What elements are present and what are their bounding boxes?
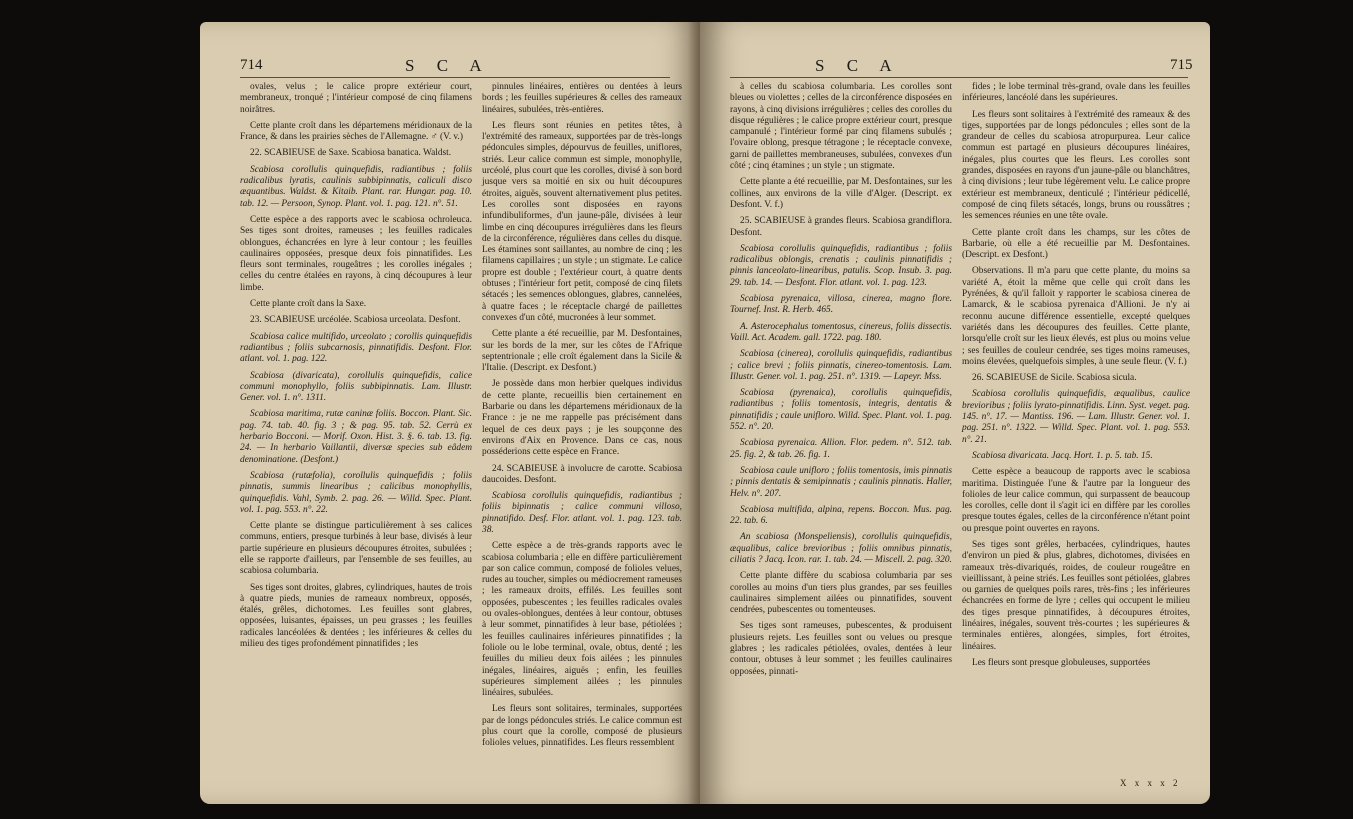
paragraph: 24. SCABIEUSE à involucre de carotte. Scabiosa daucoides. Desfont. <box>482 463 682 485</box>
paragraph: pinnules linéaires, entières ou dentées à leurs bords ; les feuilles supérieures & celles des rameaux linéaires, subulées, très-entières. <box>482 82 682 115</box>
right-header-rule <box>730 77 1188 78</box>
paragraph: fides ; le lobe terminal très-grand, ovale dans les feuilles inférieures, lancéolé dans les supérieures. <box>962 82 1190 104</box>
paragraph: Scabiosa multifida, alpina, repens. Boccon. Mus. pag. 22. tab. 6. <box>730 504 952 527</box>
left-page <box>200 22 700 804</box>
paragraph: Observations. Il m'a paru que cette plante, du moins sa variété A, étoit la même que celle qui croît dans les Pyrénées, & qu'il falloit y rapporter le scabiosa cinerea de Lamarck, & le scabiosa pyrenaica d'Allioni. Je n'y ai reconnu aucune différence essentielle, excepté quelques variétés dans les découpures des feuilles. Cette plante, lorsqu'elle croît sur les lieux élevés, est plus ou moins velue ; ses feuilles de couleur cendrée, ses tiges moins rameuses, moins élevées, quelquefois simples, à une seule fleur. (V. f.) <box>962 266 1190 367</box>
paragraph: Cette plante a été recueillie, par M. Desfontaines, sur les bords de la mer, sur les côtes de l'Afrique septentrionale ; elle croît également dans la Sicile & l'Italie. (Descript. ex Desfont.) <box>482 329 682 374</box>
paragraph: Scabiosa corollulis quinquefidis, æqualibus, caulice brevioribus ; foliis lyrato-pinnatifidis. Linn. Syst. veget. pag. 145. n°. 17. — Mantiss. 196. — Lam. Illustr. Gener. vol. 1. pag. 251. n°. 1322. — Willd. Spec. Plant. vol. 1. pag. 553. n°. 21. <box>962 389 1190 445</box>
paragraph: Scabiosa corollulis quinquefidis, radiantibus ; foliis bipinnatis ; calice communi villoso, pinnatifido. Desf. Flor. atlant. vol. 1. pag. 123. tab. 38. <box>482 491 682 535</box>
paragraph: Scabiosa (pyrenaica), corollulis quinquefidis, radiantibus ; foliis tomentosis, integris, dentatis & pinnatifidis ; caule unifloro. Willd. Spec. Plant. vol. 1. pag. 552. n°. 20. <box>730 388 952 433</box>
paragraph: Cette espèce a de très-grands rapports avec le scabiosa columbaria ; elle en diffère particulièrement par son calice commun, composé de folioles velues, rudes au toucher, simples ou médiocrement rameuses ; les rameaux droits, effilés. Les feuilles sont opposées, pubescentes ; les feuilles radicales ovales ou ovales-oblongues, dentées à leur contour, obtuses à leur sommet, pinnatifides à leur base, pétiolées ; les feuilles caulinaires inférieures pinnatifides ; la foliole ou le lobe terminal, ovale, obtus, denté ; les feuilles du milieu deux fois ailées ; les pinnules inégales, linéaires, aiguës ; enfin, les feuilles supérieures simplement ailées ; les pinnules linéaires, subulées. <box>482 541 682 699</box>
paragraph: Les fleurs sont presque globuleuses, supportées <box>972 657 1151 668</box>
paragraph: 25. SCABIEUSE à grandes fleurs. Scabiosa grandiflora. Desfont. <box>730 216 952 238</box>
paragraph: Je possède dans mon herbier quelques individus de cette plante, recueillis bien certainement en Barbarie ou dans les départemens méridionaux de la France : je ne me rappelle pas précisément dans lequel de ces deux pays ; je les soupçonne des environs d'Aix en Provence. Dans ce cas, nous posséderions cette espèce en France. <box>482 379 682 458</box>
paragraph: Ses tiges sont rameuses, pubescentes, & produisent plusieurs rejets. Les feuilles sont ou velues ou presque glabres ; les radicales pétiolées, ovales, dentées à leur contour, obtuses à leur sommet ; les feuilles caulinaires opposées, pinnati- <box>730 621 952 677</box>
paragraph: Cette plante croît dans les départemens méridionaux de la France, & dans les prairies sèches de l'Allemagne. ♂ (V. v.) <box>240 120 472 143</box>
left-column-1 <box>240 82 472 655</box>
paragraph: Scabiosa pyrenaica, villosa, cinerea, magno flore. Tournef. Inst. R. Herb. 465. <box>730 294 952 316</box>
paragraph: 26. SCABIEUSE de Sicile. Scabiosa sicula. <box>972 373 1137 384</box>
book-spread <box>200 22 1210 812</box>
paragraph: à celles du scabiosa columbaria. Les corolles sont bleues ou violettes ; celles de la circonférence disposées en rayons, à cinq divisions irrégulières ; celles des corolles du disque régulières ; le calice propre extérieur court, presque campanulé ; l'intérieur formé par cinq filamens subulés ; l'ovaire oblong, presque tétragone ; le réceptacle convexe, garni de paillettes membraneuses, subulées, convexes d'un côté ; cinq étamines ; un style ; un stigmate. <box>730 82 952 172</box>
paragraph: 22. SCABIEUSE de Saxe. Scabiosa banatica. Waldst. <box>250 148 452 159</box>
left-column-2 <box>482 82 682 755</box>
left-running-head: S C A <box>405 56 491 75</box>
paragraph: Scabiosa (divaricata), corollulis quinquefidis, calice communi monophyllo, foliis subbipinnatis. Lam. Illustr. Gener. vol. 1. n°. 1311. <box>240 370 472 404</box>
paragraph: Cette plante a été recueillie, par M. Desfontaines, sur les collines, aux environs de la ville d'Alger. (Descript. ex Desfont. V. f.) <box>730 177 952 210</box>
paragraph: ovales, velus ; le calice propre extérieur court, membraneux, tronqué ; l'intérieur composé de cinq filamens noirâtres. <box>240 82 472 115</box>
paragraph: Scabiosa (cinerea), corollulis quinquefidis, radiantibus ; calice brevi ; foliis pinnatis, cinereo-tomentosis. Lam. Illustr. Gener. vol. 1. pag. 251. n°. 1319. — Lapeyr. Mss. <box>730 349 952 382</box>
right-running-head: S C A <box>815 56 901 75</box>
paragraph: Les fleurs sont réunies en petites têtes, à l'extrémité des rameaux, supportées par de très-longs pédoncules simples, dépourvus de feuilles, uniflores, striés. Leur calice commun est simple, monophylle, urcéolé, plus court que les corolles, divisé à son bord jusque vers sa moitié en six ou huit découpures étroites, aiguës, souvent alternativement plus petites. Les corolles sont disposées en rayons infundibuliformes, d'un jaune-pâle, divisées à leur limbe en cinq découpures irrégulières dans les fleurs de la circonférence, régulières dans celles du disque. Les étamines sont saillantes, au nombre de cinq ; les filamens capillaires ; un style ; un stigmate. Le calice propre est double ; l'extérieur court, à quatre dents obtuses ; l'intérieur fort petit, composé de cinq filets sétacés ; les semences oblongues, glabres, cannelées, à quatre faces ; le réceptacle chargé de paillettes convexes d'un côté, mucronées à leur sommet. <box>482 120 682 323</box>
paragraph: A. Asterocephalus tomentosus, cinereus, foliis dissectis. Vaill. Act. Academ. gall. 1722. pag. 180. <box>730 321 952 343</box>
paragraph: Cette plante se distingue particulièrement à ses calices communs, entiers, presque turbinés à leur base, divisés à leur partie supérieure en plusieurs découpures étroites, subulées ; elle se rapporte d'ailleurs, par l'ensemble de ses feuilles, au scabiosa columbaria. <box>240 521 472 577</box>
right-column-2 <box>962 82 1190 674</box>
paragraph: Scabiosa corollulis quinquefidis, radiantibus ; foliis radicalibus oblongis, crenatis ; caulinis pinnatifidis ; pinnis lanceolato-linearibus, patulis. Scop. Insub. 3. pag. 29. tab. 14. — Desfont. Flor. atlant. vol. 1. pag. 123. <box>730 243 952 288</box>
paragraph: Cette espèce a beaucoup de rapports avec le scabiosa maritima. Distinguée l'une & l'autre par la longueur des folioles de leur calice commun, qui surpassent de beaucoup les corolles, celle dont il s'agit ici en diffère par les corolles presque toutes égales, celles de la circonférence n'étant point ou presque point ouvertes en rayons. <box>962 467 1190 534</box>
right-page <box>700 22 1210 804</box>
right-column-1 <box>730 82 952 683</box>
paragraph: Scabiosa maritima, rutæ caninæ foliis. Boccon. Plant. Sic. pag. 74. tab. 40. fig. 3 ; & pag. 95. tab. 52. Cerrù ex herbario Bocconi. — Morif. Oxon. Hist. 3. §. 6. tab. 13. fig. 24. — In herbario Vaillantii, diversæ species sub eâdem denominatione. (Desfont.) <box>240 409 472 465</box>
left-header-rule <box>240 77 670 78</box>
paragraph: Cette plante croît dans les champs, sur les côtes de Barbarie, où elle a été recueillie par M. Desfontaines. (Descript. ex Desfont.) <box>962 227 1190 261</box>
paragraph: An scabiosa (Monspeliensis), corollulis quinquefidis, æqualibus, calice brevioribus ; foliis omnibus pinnatis, ciliatis ? Jacq. Icon. rar. 1. tab. 24. — Miscell. 2. pag. 320. <box>730 532 952 565</box>
paragraph: Les fleurs sont solitaires, terminales, supportées par de longs pédoncules striés. Le calice commun est plus court que la corolle, composé de plusieurs folioles velues, pinnatifides. Les fleurs ressemblent <box>482 704 682 749</box>
paragraph: Cette espèce a des rapports avec le scabiosa ochroleuca. Ses tiges sont droites, rameuses ; les feuilles radicales oblongues, échancrées en lyre à leur contour ; les feuilles caulinaires opposées, presque deux fois pinnatifides. Les fleurs sont terminales, rougeâtres ; les corolles inégales ; celles du centre étalées en rayons, à cinq découpures à leur limbe. <box>240 214 472 293</box>
paragraph: Scabiosa calice multifido, urceolato ; corollis quinquefidis radiantibus ; foliis subcarnosis, pinnatifidis. Desfont. Flor. atlant. vol. 1. pag. 122. <box>240 331 472 365</box>
paragraph: Ses tiges sont droites, glabres, cylindriques, hautes de trois à quatre pieds, munies de rameaux nombreux, opposés, étalés, grêles, dichotomes. Les feuilles sont glabres, opposées, luisantes, épaisses, un peu grasses ; les feuilles radicales lancéolées & dentées ; les inférieures & celles du milieu des tiges profondément pinnatifides ; les <box>240 582 472 650</box>
paragraph: Scabiosa (rutæfolia), corollulis quinquefidis ; foliis pinnatis, summis linearibus ; calicibus monophyllis, quinquefidis. Vahl, Symb. 2. pag. 26. — Willd. Spec. Plant. vol. 1. pag. 553. n°. 22. <box>240 470 472 515</box>
paragraph: Les fleurs sont solitaires à l'extrémité des rameaux & des tiges, supportées par de longs pédoncules ; elles sont de la grandeur de celles du scabiosa atropurpurea. Leur calice commun est partagé en plusieurs découpures linéaires, inégales, plus courtes que les fleurs. Les corolles sont grandes, disposées en rayons d'un jaune-pâle ou blanchâtres, à cinq divisions ; leur tube légèrement velu. Le calice propre extérieur est membraneux, denticulé ; l'intérieur pédicellé, composé de cinq filets sétacés, longs, bruns ou roussâtres ; les semences réunies en une tête ovale. <box>962 109 1190 222</box>
left-page-number: 714 <box>240 57 263 73</box>
paragraph: Scabiosa caule unifloro ; foliis tomentosis, imis pinnatis ; pinnis dentatis & semipinnatis ; caulinis pinnatis. Haller, Helv. n°. 207. <box>730 465 952 499</box>
paragraph: Cette plante diffère du scabiosa columbaria par ses corolles au moins d'un tiers plus grandes, par ses feuilles caulinaires simplement ailées ou pinnatifides, souvent cendrées, pubescentes ou tomenteuses. <box>730 571 952 616</box>
paragraph: Cette plante croît dans la Saxe. <box>250 299 367 310</box>
paragraph: Ses tiges sont grêles, herbacées, cylindriques, hautes d'environ un pied & plus, glabres, dichotomes, divisées en rameaux très-divariqués, roides, de couleur rougeâtre en vieillissant, à peine striés. Les feuilles sont pétiolées, glabres ou garnies de quelques poils rares, très-fins ; les inférieures échancrées en forme de lyre ; celles qui occupent le milieu des tiges presque pinnatifides, à découpures étroites, linéaires, inégales, souvent très-courtes ; les supérieures & terminales entières, alongées, simples, fort étroites, linéaires. <box>962 539 1190 652</box>
paragraph: Scabiosa pyrenaica. Allion. Flor. pedem. n°. 512. tab. 25. fig. 2, & tab. 26. fig. 1. <box>730 438 952 460</box>
signature-mark: X x x x 2 <box>1120 778 1181 788</box>
paragraph: 23. SCABIEUSE urcéolée. Scabiosa urceolata. Desfont. <box>250 315 461 326</box>
paragraph: Scabiosa divaricata. Jacq. Hort. 1. p. 5. tab. 15. <box>972 450 1153 461</box>
paragraph: Scabiosa corollulis quinquefidis, radiantibus ; foliis radicalibus lyratis, caulinis subbipinnatis, caliculi disco æquantibus. Waldst. & Kitaib. Plant. rar. Hungar. pag. 10. tab. 12. — Persoon, Synop. Plant. vol. 1. pag. 121. n°. 51. <box>240 164 472 209</box>
right-page-number: 715 <box>1170 57 1193 73</box>
